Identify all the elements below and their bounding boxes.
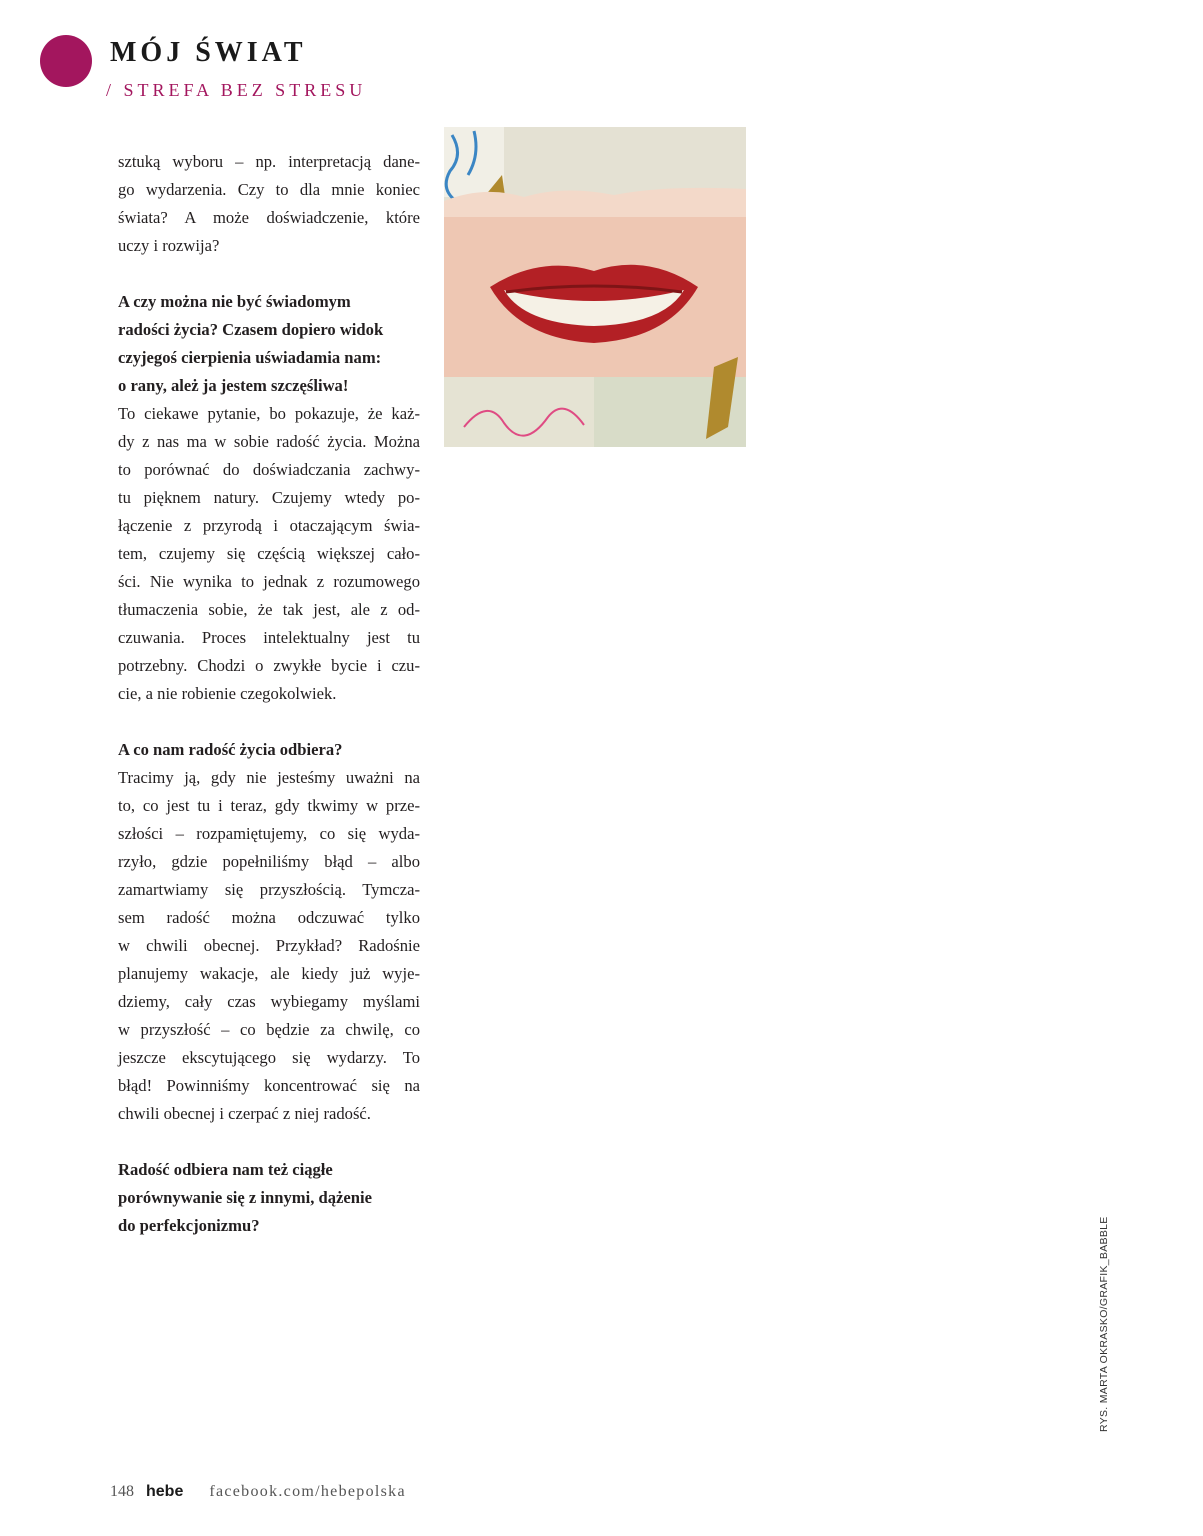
body-line: czuwania. Proces intelektualny jest tu [118,628,420,647]
body-line: go wydarzenia. Czy to dla mnie koniec [118,180,420,199]
facebook-link[interactable]: facebook.com/hebepolska [209,1483,406,1500]
article-column-1 [118,148,420,1240]
body-line: to porównać do doświadczania zachwy- [118,460,420,479]
body-line: sem radość można odczuwać tylko [118,908,420,927]
body-line: błąd! Powinniśmy koncentrować się na [118,1076,420,1095]
page-number: 148 [110,1483,134,1500]
body-line: w przyszłość – co będzie za chwilę, co [118,1020,420,1039]
body-line: jeszcze ekscytującego się wydarzy. To [118,1048,420,1067]
section-title: MÓJ ŚWIAT [110,37,307,68]
question-line: o rany, ależ ja jestem szczęśliwa! [118,376,349,395]
question-line: A czy można nie być świadomym [118,292,351,311]
magazine-logo: hebe [146,1483,184,1500]
body-line: potrzebny. Chodzi o zwykłe bycie i czu- [118,656,420,675]
body-line: tu pięknem natury. Czujemy wtedy po- [118,488,420,507]
question-line: do perfekcjonizmu? [118,1216,260,1235]
body-line: To ciekawe pytanie, bo pokazuje, że każ- [118,404,420,423]
body-line: uczy i rozwija? [118,236,220,255]
body-line: dziemy, cały czas wybiegamy myślami [118,992,420,1011]
body-line: chwili obecnej i czerpać z niej radość. [118,1104,371,1123]
question-line: czyjegoś cierpienia uświadamia nam: [118,348,382,367]
body-line: dy z nas ma w sobie radość życia. Można [118,432,420,451]
body-line: zamartwiamy się przyszłością. Tymcza- [118,880,420,899]
article-illustration [444,127,746,447]
section-subtitle: / STREFA BEZ STRESU [106,80,367,100]
body-line: tłumaczenia sobie, że tak jest, ale z od- [118,600,420,619]
illustration-credit-text: RYS. MARTA OKRASKO/GRAFIK_BABBLE [1098,1216,1110,1432]
body-line: szłości – rozpamiętujemy, co się wyda- [118,824,420,843]
question-line: porównywanie się z innymi, dążenie [118,1188,372,1207]
page-footer [110,1483,406,1501]
body-line: tem, czujemy się częścią większej cało- [118,544,420,563]
question-line: Radość odbiera nam też ciągłe [118,1160,333,1179]
section-marker-dot [40,35,92,87]
body-line: rzyło, gdzie popełniliśmy błąd – albo [118,852,420,871]
body-line: sztuką wyboru – np. interpretacją dane- [118,152,420,171]
body-line: cie, a nie robienie czegokolwiek. [118,684,337,703]
body-line: ści. Nie wynika to jednak z rozumowego [118,572,420,591]
body-line: Tracimy ją, gdy nie jesteśmy uważni na [118,768,420,787]
body-line: to, co jest tu i teraz, gdy tkwimy w prze- [118,796,420,815]
smiling-lips-collage-image [444,127,746,447]
question-line: radości życia? Czasem dopiero widok [118,320,384,339]
illustration-credit [1098,1192,1114,1432]
body-line: planujemy wakacje, ale kiedy już wyje- [118,964,420,983]
body-line: w chwili obecnej. Przykład? Radośnie [118,936,420,955]
body-line: łączenie z przyrodą i otaczającym świa- [118,516,420,535]
question-line: A co nam radość życia odbiera? [118,740,343,759]
body-line: świata? A może doświadczenie, które [118,208,420,227]
